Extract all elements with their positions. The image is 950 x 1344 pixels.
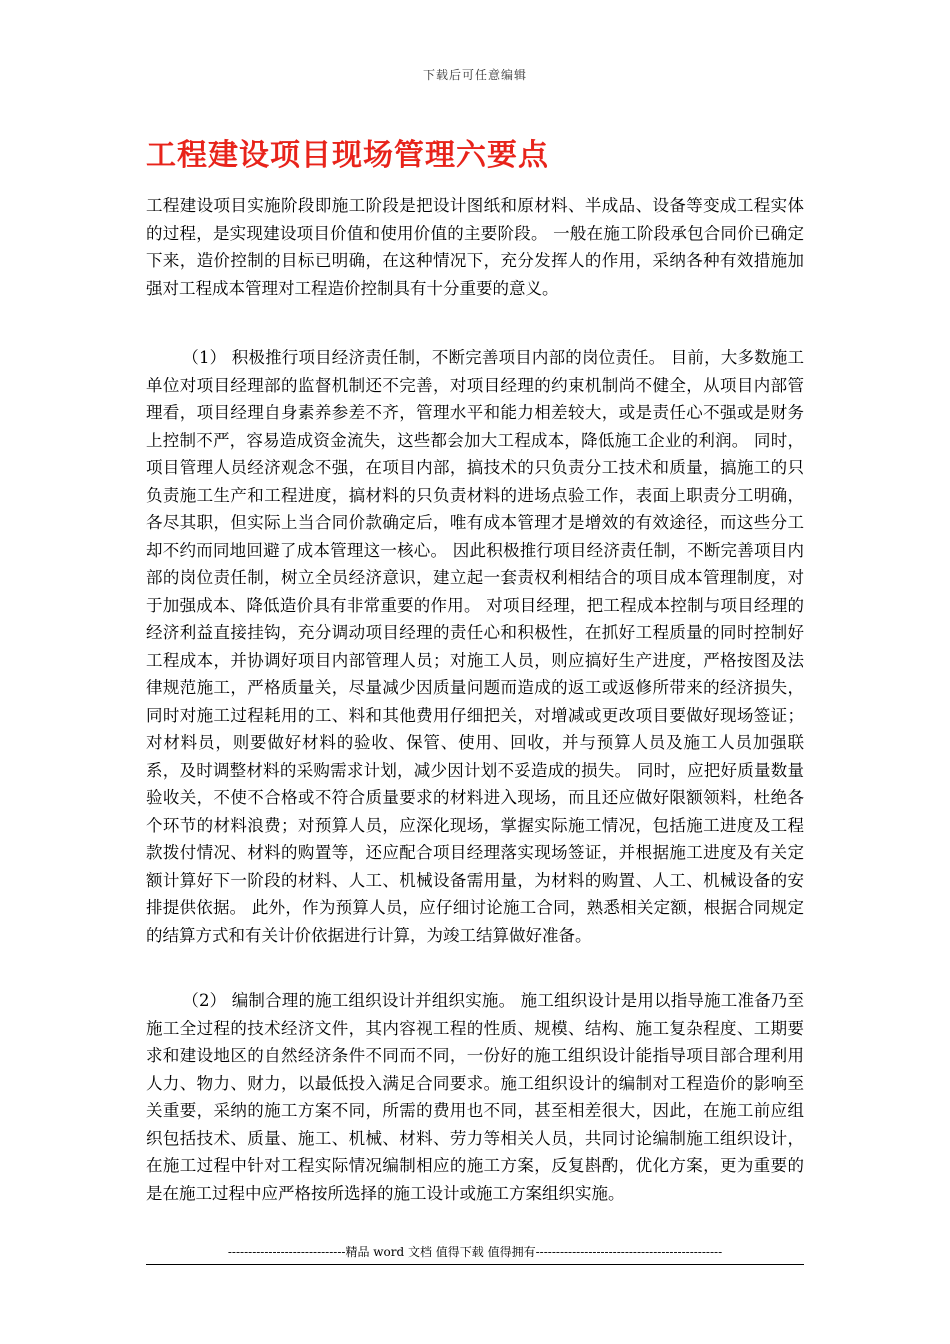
page-header-note: 下载后可任意编辑 xyxy=(422,68,527,82)
page-footer: -----------------------------精品 word 文档 值得下载 值得拥有---------------------------------------------- xyxy=(146,1243,804,1265)
paragraph-section-2: （2） 编制合理的施工组织设计并组织实施。 施工组织设计是用以指导施工准备乃至施工全过程的技术经济文件，其内容视工程的性质、规模、结构、施工复杂程度、工期要求和建设地区的自然经济条件不同而不同，一份好的施工组织设计能指导项目部合理利用人力、物力、财力，以最低投入满足合同要求。施工组织设计的编制对工程造价的影响至关重要，采纳的施工方案不同，所需的费用也不同，甚至相差很大，因此，在施工前应组织包括技术、质量、施工、机械、材料、劳力等相关人员，共同讨论编制施工组织设计，在施工过程中针对工程实际情况编制相应的施工方案，反复斟酌，优化方案，更为重要的是在施工过程中应严格按所选择的施工设计或施工方案组织实施。 xyxy=(146,991,804,1203)
paragraph-intro: 工程建设项目实施阶段即施工阶段是把设计图纸和原材料、半成品、设备等变成工程实体的过程，是实现建设项目价值和使用价值的主要阶段。 一般在施工阶段承包合同价已确定下来，造价控制的目标已明确，在这种情况下，充分发挥人的作用，采纳各种有效措施加强对工程成本管理对工程造价控制具有十分重要的意义。 xyxy=(146,196,804,298)
document-title: 工程建设项目现场管理六要点 xyxy=(146,138,549,173)
paragraph-section-1: （1） 积极推行项目经济责任制，不断完善项目内部的岗位责任。 目前，大多数施工单位对项目经理部的监督机制还不完善，对项目经理的约束机制尚不健全，从项目内部管理看，项目经理自身素养参差不齐，管理水平和能力相差较大，或是责任心不强或是财务上控制不严，容易造成资金流失，这些都会加大工程成本，降低施工企业的利润。 同时，项目管理人员经济观念不强，在项目内部，搞技术的只负责分工技术和质量，搞施工的只负责施工生产和工程进度，搞材料的只负责材料的进场点验工作，表面上职责分工明确，各尽其职，但实际上当合同价款确定后，唯有成本管理才是增效的有效途径，而这些分工却不约而同地回避了成本管理这一核心。 因此积极推行项目经济责任制，不断完善项目内部的岗位责任制，树立全员经济意识，建立起一套责权利相结合的项目成本管理制度，对于加强成本、降低造价具有非常重要的作用。 对项目经理，把工程成本控制与项目经理的经济利益直接挂钩，充分调动项目经理的责任心和积极性，在抓好工程质量的同时控制好工程成本，并协调好项目内部管理人员；对施工人员，则应搞好生产进度，严格按图及法律规范施工，严格质量关，尽量减少因质量问题而造成的返工或返修所带来的经济损失，同时对施工过程耗用的工、料和其他费用仔细把关，对增减或更改项目要做好现场签证；对材料员，则要做好材料的验收、保管、使用、回收，并与预算人员及施工人员加强联系，及时调整材料的采购需求计划，减少因计划不妥造成的损失。 同时，应把好质量数量验收关，不使不合格或不符合质量要求的材料进入现场，而且还应做好限额领料，杜绝各个环节的材料浪费；对预算人员，应深化现场，掌握实际施工情况，包括施工进度及工程款拨付情况、材料的购置等，还应配合项目经理落实现场签证，并根据施工进度及有关定额计算好下一阶段的材料、人工、机械设备需用量，为材料的购置、人工、机械设备的安排提供依据。 此外，作为预算人员，应仔细讨论施工合同，熟悉相关定额，根据合同规定的结算方式和有关计价依据进行计算，为竣工结算做好准备。 xyxy=(146,348,804,945)
